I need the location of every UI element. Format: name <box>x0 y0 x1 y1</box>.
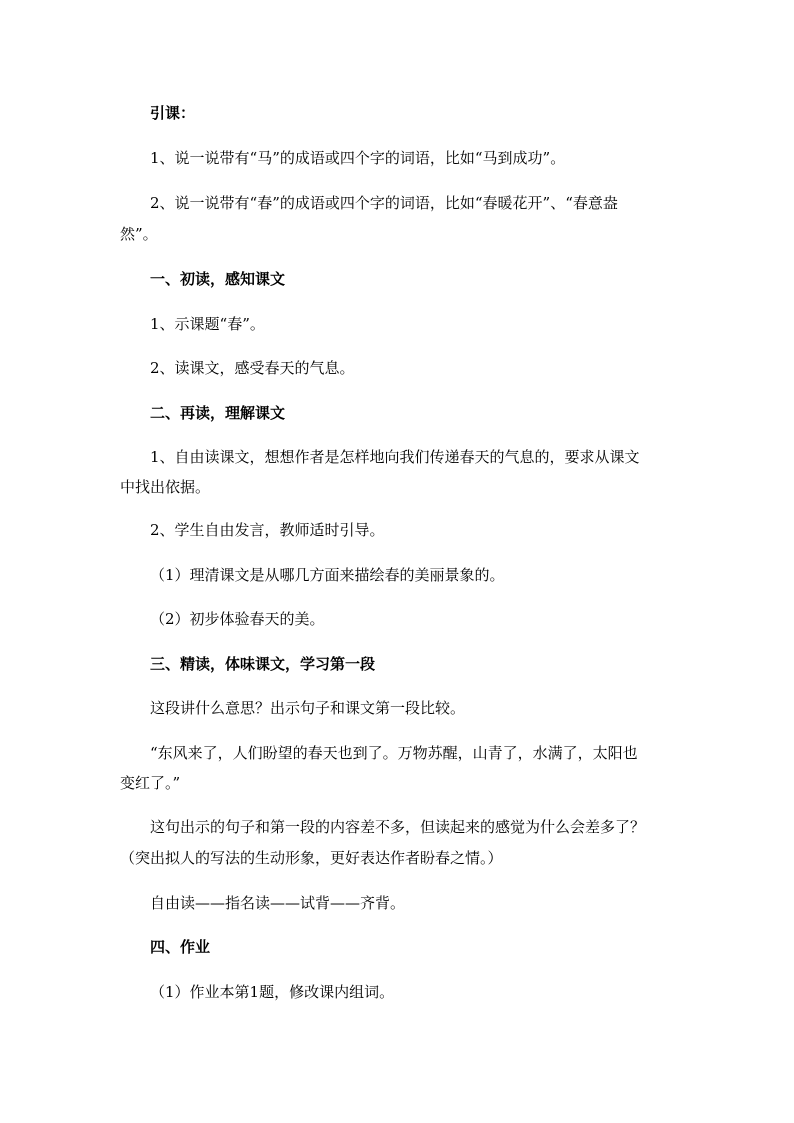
section-3-question: 这段讲什么意思？出示句子和课文第一段比较。 <box>150 699 466 717</box>
section-3-quote-line-1: “东风来了，人们盼望的春天也到了。万物苏醒，山青了，水满了，太阳也 <box>150 744 638 762</box>
section-3-analysis-line-1: 这句出示的句子和第一段的内容差不多，但读起来的感觉为什么会差多了？ <box>150 818 646 836</box>
section-2-item-2: 2、学生自由发言，教师适时引导。 <box>150 521 385 539</box>
section-1-heading: 一、初读，感知课文 <box>150 270 286 288</box>
section-4-heading: 四、作业 <box>150 938 211 956</box>
section-2-subitem-2: （2）初步体验春天的美。 <box>150 610 325 628</box>
section-1-item-1: 1、示课题“春”。 <box>150 315 265 333</box>
intro-item-1: 1、说一说带有“马”的成语或四个字的词语，比如“马到成功”。 <box>150 149 566 167</box>
section-3-heading: 三、精读，体味课文，学习第一段 <box>150 655 376 673</box>
section-1-item-2: 2、读课文，感受春天的气息。 <box>150 359 355 377</box>
section-2-item-1-line-2: 中找出依据。 <box>120 478 211 496</box>
section-2-heading: 二、再读，理解课文 <box>150 404 286 422</box>
section-3-quote-line-2: 变红了。” <box>120 774 181 792</box>
section-2-subitem-1: （1）理清课文是从哪几方面来描绘春的美丽景象的。 <box>150 566 505 584</box>
section-3-analysis-line-2: （突出拟人的写法的生动形象，更好表达作者盼春之情。） <box>120 849 503 867</box>
intro-item-2-line-1: 2、说一说带有“春”的成语或四个字的词语，比如“春暖花开”、“春意盎 <box>150 194 618 212</box>
section-2-item-1-line-1: 1、自由读课文，想想作者是怎样地向我们传递春天的气息的，要求从课文 <box>150 448 640 466</box>
section-4-item-1: （1）作业本第1题，修改课内组词。 <box>150 983 395 1001</box>
section-3-reading-steps: 自由读——指名读——试背——齐背。 <box>150 894 406 912</box>
intro-heading: 引课： <box>150 104 196 122</box>
intro-item-2-line-2: 然”。 <box>120 225 158 243</box>
